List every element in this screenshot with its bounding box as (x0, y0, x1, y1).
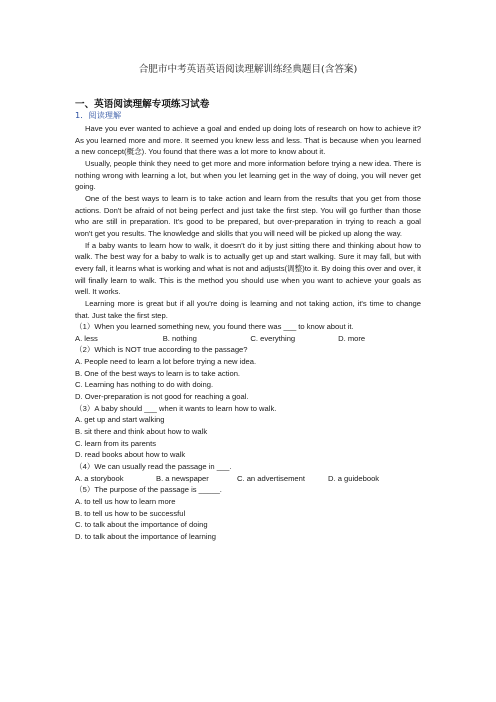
question-5-option-a: A. to tell us how to learn more (75, 497, 176, 506)
question-3-option-c: C. learn from its parents (75, 438, 157, 448)
question-4-option-c: C. an advertisement (237, 473, 305, 483)
passage-paragraph-3: One of the best ways to learn is to take action and learn from the results that you get from those actions. Don't be afraid of not being perfect and just take the first step. You will go further than those who are still in preparation. It's good to be prepared, but over-preparation in trying to reach a goal won't get you results. The knowledge and skills that you will need will be picked up along the way. (75, 193, 421, 238)
passage-paragraph-4: If a baby wants to learn how to walk, it doesn't do it by just sitting there and thinking about how to walk. The best way for a baby to walk is to actually get up and start walking. Sure it may fall, but with every fall, it learns what is working and what is not and adjusts(调整)to it. By doing this over and over, it will finally learn to walk. This is the method you should use when you want to achieve your goals as well. It works. (75, 240, 421, 297)
question-1-option-a: A. less (75, 333, 98, 343)
question-4-stem: （4）We can usually read the passage in ___. (75, 462, 232, 472)
question-4-option-d: D. a guidebook (328, 473, 380, 483)
question-1-option-d: D. more (338, 333, 366, 343)
question-1-option-b: B. nothing (162, 333, 197, 343)
question-5-option-b: B. to tell us how to be successful (75, 508, 186, 518)
question-5-option-d: D. to talk about the importance of learning (75, 531, 216, 541)
question-5-stem: （5）The purpose of the passage is _____. (75, 485, 222, 495)
section-heading: 一、英语阅读理解专项练习试卷 (75, 99, 210, 110)
passage-paragraph-2: Usually, people think they need to get more and more information before trying a new idea. There is nothing wrong with learning a lot, but when you let learning get in the way of doing, you will never get going. (75, 158, 421, 192)
passage-paragraph-1: Have you ever wanted to achieve a goal and ended up doing lots of research on how to achieve it? As you learned more and more. It seemed you knew less and less. That is because when you learned a new concept(概念). You found that there was a lot more to know about it. (75, 124, 421, 157)
question-3-stem: （3）A baby should ___ when it wants to learn how to walk. (75, 403, 277, 413)
question-3-option-d: D. read books about how to walk (75, 450, 186, 460)
passage-paragraph-5: Learning more is great but if all you're doing is learning and not taking action, it's time to change that. Just take the first step. (75, 298, 421, 320)
question-1-stem: （1）When you learned something new, you found there was ___ to know about it. (75, 322, 354, 332)
question-5-option-c: C. to talk about the importance of doing (75, 520, 208, 530)
question-2-option-b: B. One of the best ways to learn is to take action. (75, 368, 241, 378)
sub-heading: 1．阅读理解 (75, 110, 122, 120)
question-2-option-d: D. Over-preparation is not good for reaching a goal. (75, 392, 249, 402)
question-3-option-a: A. get up and start walking (75, 415, 165, 425)
question-2-option-a: A. People need to learn a lot before trying a new idea. (75, 357, 257, 367)
question-1-option-c: C. everything (250, 333, 296, 343)
question-1-options (75, 333, 421, 345)
question-3-option-b: B. sit there and think about how to walk (75, 427, 208, 437)
question-4-option-a: A. a storybook (75, 473, 124, 483)
question-2-option-c: C. Learning has nothing to do with doing. (75, 380, 214, 390)
passage-body (75, 123, 421, 543)
question-4-option-b: B. a newspaper (156, 473, 209, 483)
question-4-options (75, 473, 421, 485)
question-2-stem: （2）Which is NOT true according to the passage? (75, 345, 248, 355)
document-title: 合肥市中考英语英语阅读理解训练经典题目(含答案) (138, 64, 358, 75)
